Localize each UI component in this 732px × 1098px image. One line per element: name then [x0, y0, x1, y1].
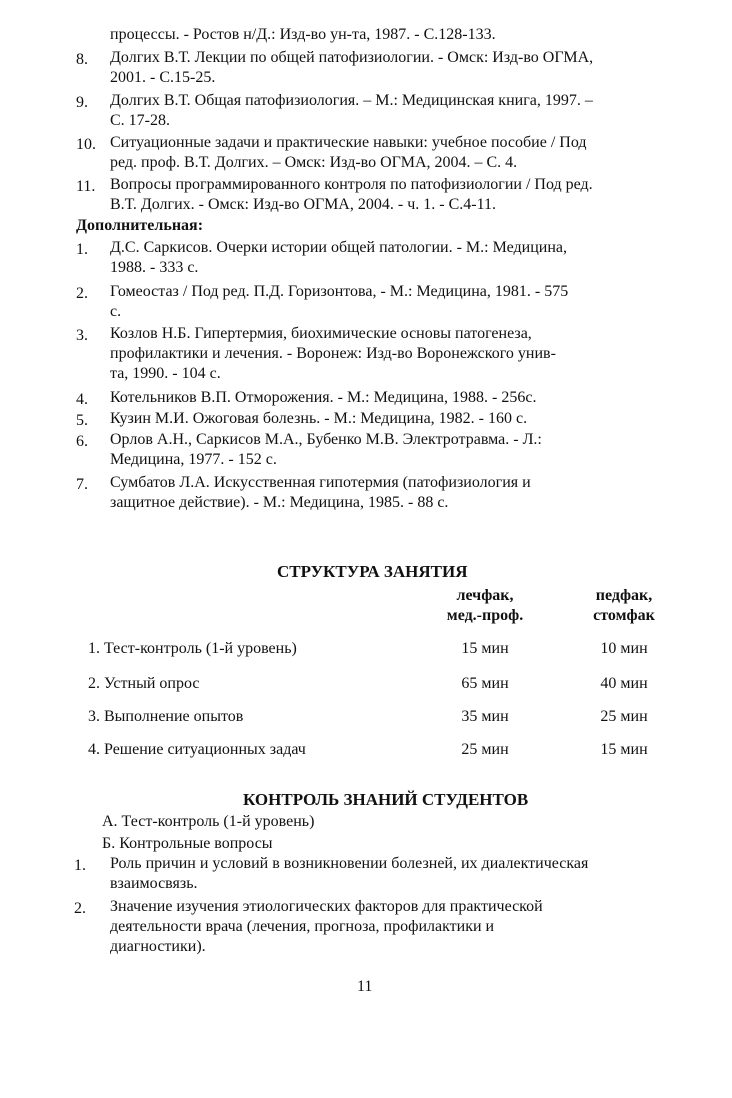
reference-text: Долгих В.Т. Общая патофизиология. – М.: Медицинская книга, 1997. – — [110, 92, 593, 109]
structure-title: СТРУКТУРА ЗАНЯТИЯ — [277, 562, 468, 581]
reference-number: 2. — [76, 285, 88, 302]
reference-text: Ситуационные задачи и практические навыки: учебное пособие / Под — [110, 134, 587, 151]
reference-number: 4. — [76, 391, 88, 408]
column-header: педфак, — [595, 587, 653, 604]
reference-number: 3. — [76, 327, 88, 344]
structure-row-label: 3. Выполнение опытов — [88, 708, 244, 725]
reference-continuation: процессы. - Ростов н/Д.: Изд-во ун-та, 1987. - С.128-133. — [110, 26, 496, 43]
question-text: Значение изучения этиологических факторов для практической — [110, 898, 543, 915]
structure-row-label: 4. Решение ситуационных задач — [88, 741, 306, 758]
additional-heading: Дополнительная: — [76, 217, 204, 234]
reference-text: Д.С. Саркисов. Очерки истории общей патологии. - М.: Медицина, — [110, 239, 567, 256]
structure-value: 25 мин — [461, 741, 509, 758]
structure-value: 40 мин — [600, 675, 648, 692]
control-subitem-a: А. Тест-контроль (1-й уровень) — [102, 813, 315, 830]
question-number: 2. — [74, 900, 86, 917]
question-text: диагностики). — [110, 938, 206, 955]
page-number: 11 — [357, 978, 373, 995]
question-text: Роль причин и условий в возникновении болезней, их диалектическая — [110, 855, 589, 872]
reference-text: 2001. - С.15-25. — [110, 69, 216, 86]
structure-row-label: 2. Устный опрос — [88, 675, 200, 692]
reference-text: профилактики и лечения. - Воронеж: Изд-во Воронежского унив- — [110, 345, 556, 362]
reference-text: Гомеостаз / Под ред. П.Д. Горизонтова, - М.: Медицина, 1981. - 575 — [110, 283, 569, 300]
question-number: 1. — [74, 857, 86, 874]
reference-number: 1. — [76, 241, 88, 258]
reference-text: С. 17-28. — [110, 112, 170, 129]
question-text: деятельности врача (лечения, прогноза, профилактики и — [110, 918, 495, 935]
structure-value: 35 мин — [461, 708, 509, 725]
reference-number: 8. — [76, 51, 88, 68]
reference-number: 10. — [76, 136, 96, 153]
reference-text: Кузин М.И. Ожоговая болезнь. - М.: Медицина, 1982. - 160 с. — [110, 410, 528, 427]
reference-text: Долгих В.Т. Лекции по общей патофизиологии. - Омск: Изд-во ОГМА, — [110, 49, 594, 66]
control-title: КОНТРОЛЬ ЗНАНИЙ СТУДЕНТОВ — [243, 790, 529, 809]
column-header: стомфак — [593, 607, 655, 624]
control-subitem-b: Б. Контрольные вопросы — [102, 835, 273, 852]
reference-text: Вопросы программированного контроля по патофизиологии / Под ред. — [110, 176, 593, 193]
reference-number: 9. — [76, 94, 88, 111]
reference-text: Медицина, 1977. - 152 с. — [110, 451, 277, 468]
reference-text: В.Т. Долгих. - Омск: Изд-во ОГМА, 2004. - ч. 1. - С.4-11. — [110, 196, 496, 213]
structure-value: 15 мин — [461, 640, 509, 657]
reference-text: защитное действие). - М.: Медицина, 1985. - 88 с. — [110, 494, 449, 511]
structure-value: 10 мин — [600, 640, 648, 657]
reference-text: Сумбатов Л.А. Искусственная гипотермия (патофизиология и — [110, 474, 531, 491]
question-text: взаимосвязь. — [110, 875, 198, 892]
reference-number: 11. — [76, 178, 96, 195]
structure-row-label: 1. Тест-контроль (1-й уровень) — [88, 640, 297, 657]
reference-number: 6. — [76, 433, 88, 450]
column-header: мед.-проф. — [446, 607, 524, 624]
reference-number: 7. — [76, 476, 88, 493]
reference-text: с. — [110, 303, 122, 320]
reference-text: Орлов А.Н., Саркисов М.А., Бубенко М.В. Электротравма. - Л.: — [110, 431, 542, 448]
structure-value: 65 мин — [461, 675, 509, 692]
structure-value: 25 мин — [600, 708, 648, 725]
structure-value: 15 мин — [600, 741, 648, 758]
reference-text: ред. проф. В.Т. Долгих. – Омск: Изд-во ОГМА, 2004. – С. 4. — [110, 154, 518, 171]
reference-text: 1988. - 333 с. — [110, 259, 199, 276]
reference-text: Котельников В.П. Отморожения. - М.: Медицина, 1988. - 256с. — [110, 389, 537, 406]
reference-text: та, 1990. - 104 с. — [110, 365, 221, 382]
column-header: лечфак, — [456, 587, 514, 604]
reference-text: Козлов Н.Б. Гипертермия, биохимические основы патогенеза, — [110, 325, 532, 342]
reference-number: 5. — [76, 412, 88, 429]
